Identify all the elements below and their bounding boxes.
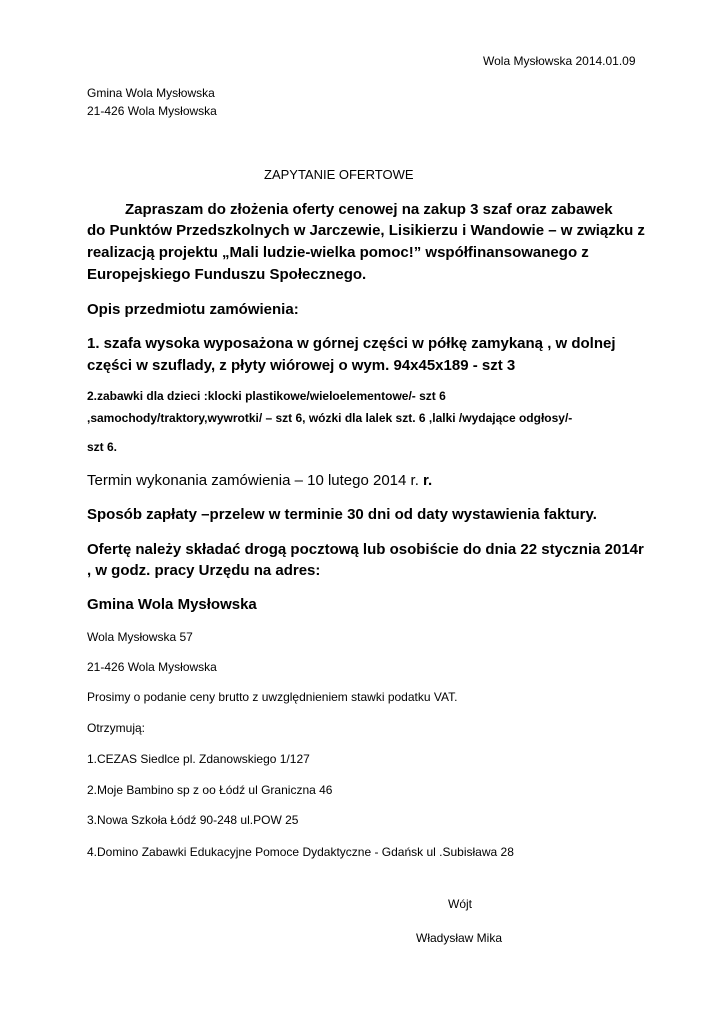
recipient-2: 2.Moje Bambino sp z oo Łódź ul Graniczna 46 (87, 783, 333, 797)
subject-heading: Opis przedmiotu zamówienia: (87, 301, 299, 318)
deadline-line (87, 472, 432, 489)
intro-line-4: Europejskiego Funduszu Społecznego. (87, 266, 367, 283)
offer-line-1: Ofertę należy składać drogą pocztową lub osobiście do dnia 22 stycznia 2014r (87, 541, 644, 558)
recipient-4: 4.Domino Zabawki Edukacyjne Pomoce Dydaktyczne - Gdańsk ul .Subisława 28 (87, 845, 514, 859)
payment-line: Sposób zapłaty –przelew w terminie 30 dni od daty wystawienia faktury. (87, 506, 597, 523)
recipients-heading: Otrzymują: (87, 721, 146, 735)
price-note: Prosimy o podanie ceny brutto z uwzględnieniem stawki podatku VAT. (87, 690, 458, 704)
document-title: ZAPYTANIE OFERTOWE (264, 167, 414, 182)
item2-line-2: ,samochody/traktory,wywrotki/ – szt 6, wózki dla lalek szt. 6 ,lalki /wydające odgłosy/- (87, 411, 573, 425)
address-postal: 21-426 Wola Mysłowska (87, 660, 217, 674)
intro-line-3: realizacją projektu „Mali ludzie-wielka pomoc!” współfinansowanego z (87, 244, 589, 261)
item2-line-1: 2.zabawki dla dzieci :klocki plastikowe/wieloelementowe/- szt 6 (87, 389, 446, 403)
offer-line-2: , w godz. pracy Urzędu na adres: (87, 562, 321, 579)
deadline-suffix: r. (423, 472, 433, 489)
intro-line-2: do Punktów Przedszkolnych w Jarczewie, Lisikierzu i Wandowie – w związku z (87, 222, 645, 239)
item1-line-1: 1. szafa wysoka wyposażona w górnej części w półkę zamykaną , w dolnej (87, 335, 616, 352)
sender-name: Gmina Wola Mysłowska (87, 86, 215, 100)
item1-line-2: części w szuflady, z płyty wiórowej o wym. 94x45x189 - szt 3 (87, 357, 516, 374)
signature-title: Wójt (448, 897, 472, 911)
deadline-text: Termin wykonania zamówienia – 10 lutego 2014 r. (87, 472, 424, 489)
item2-line-3: szt 6. (87, 440, 118, 454)
date-line: Wola Mysłowska 2014.01.09 (483, 54, 636, 68)
address-street: Wola Mysłowska 57 (87, 630, 193, 644)
recipient-3: 3.Nowa Szkoła Łódź 90-248 ul.POW 25 (87, 813, 299, 827)
sender-postal: 21-426 Wola Mysłowska (87, 104, 217, 118)
recipient-1: 1.CEZAS Siedlce pl. Zdanowskiego 1/127 (87, 752, 310, 766)
intro-line-1: Zapraszam do złożenia oferty cenowej na zakup 3 szaf oraz zabawek (125, 201, 613, 218)
address-name: Gmina Wola Mysłowska (87, 596, 257, 613)
signature-name: Władysław Mika (416, 931, 503, 945)
